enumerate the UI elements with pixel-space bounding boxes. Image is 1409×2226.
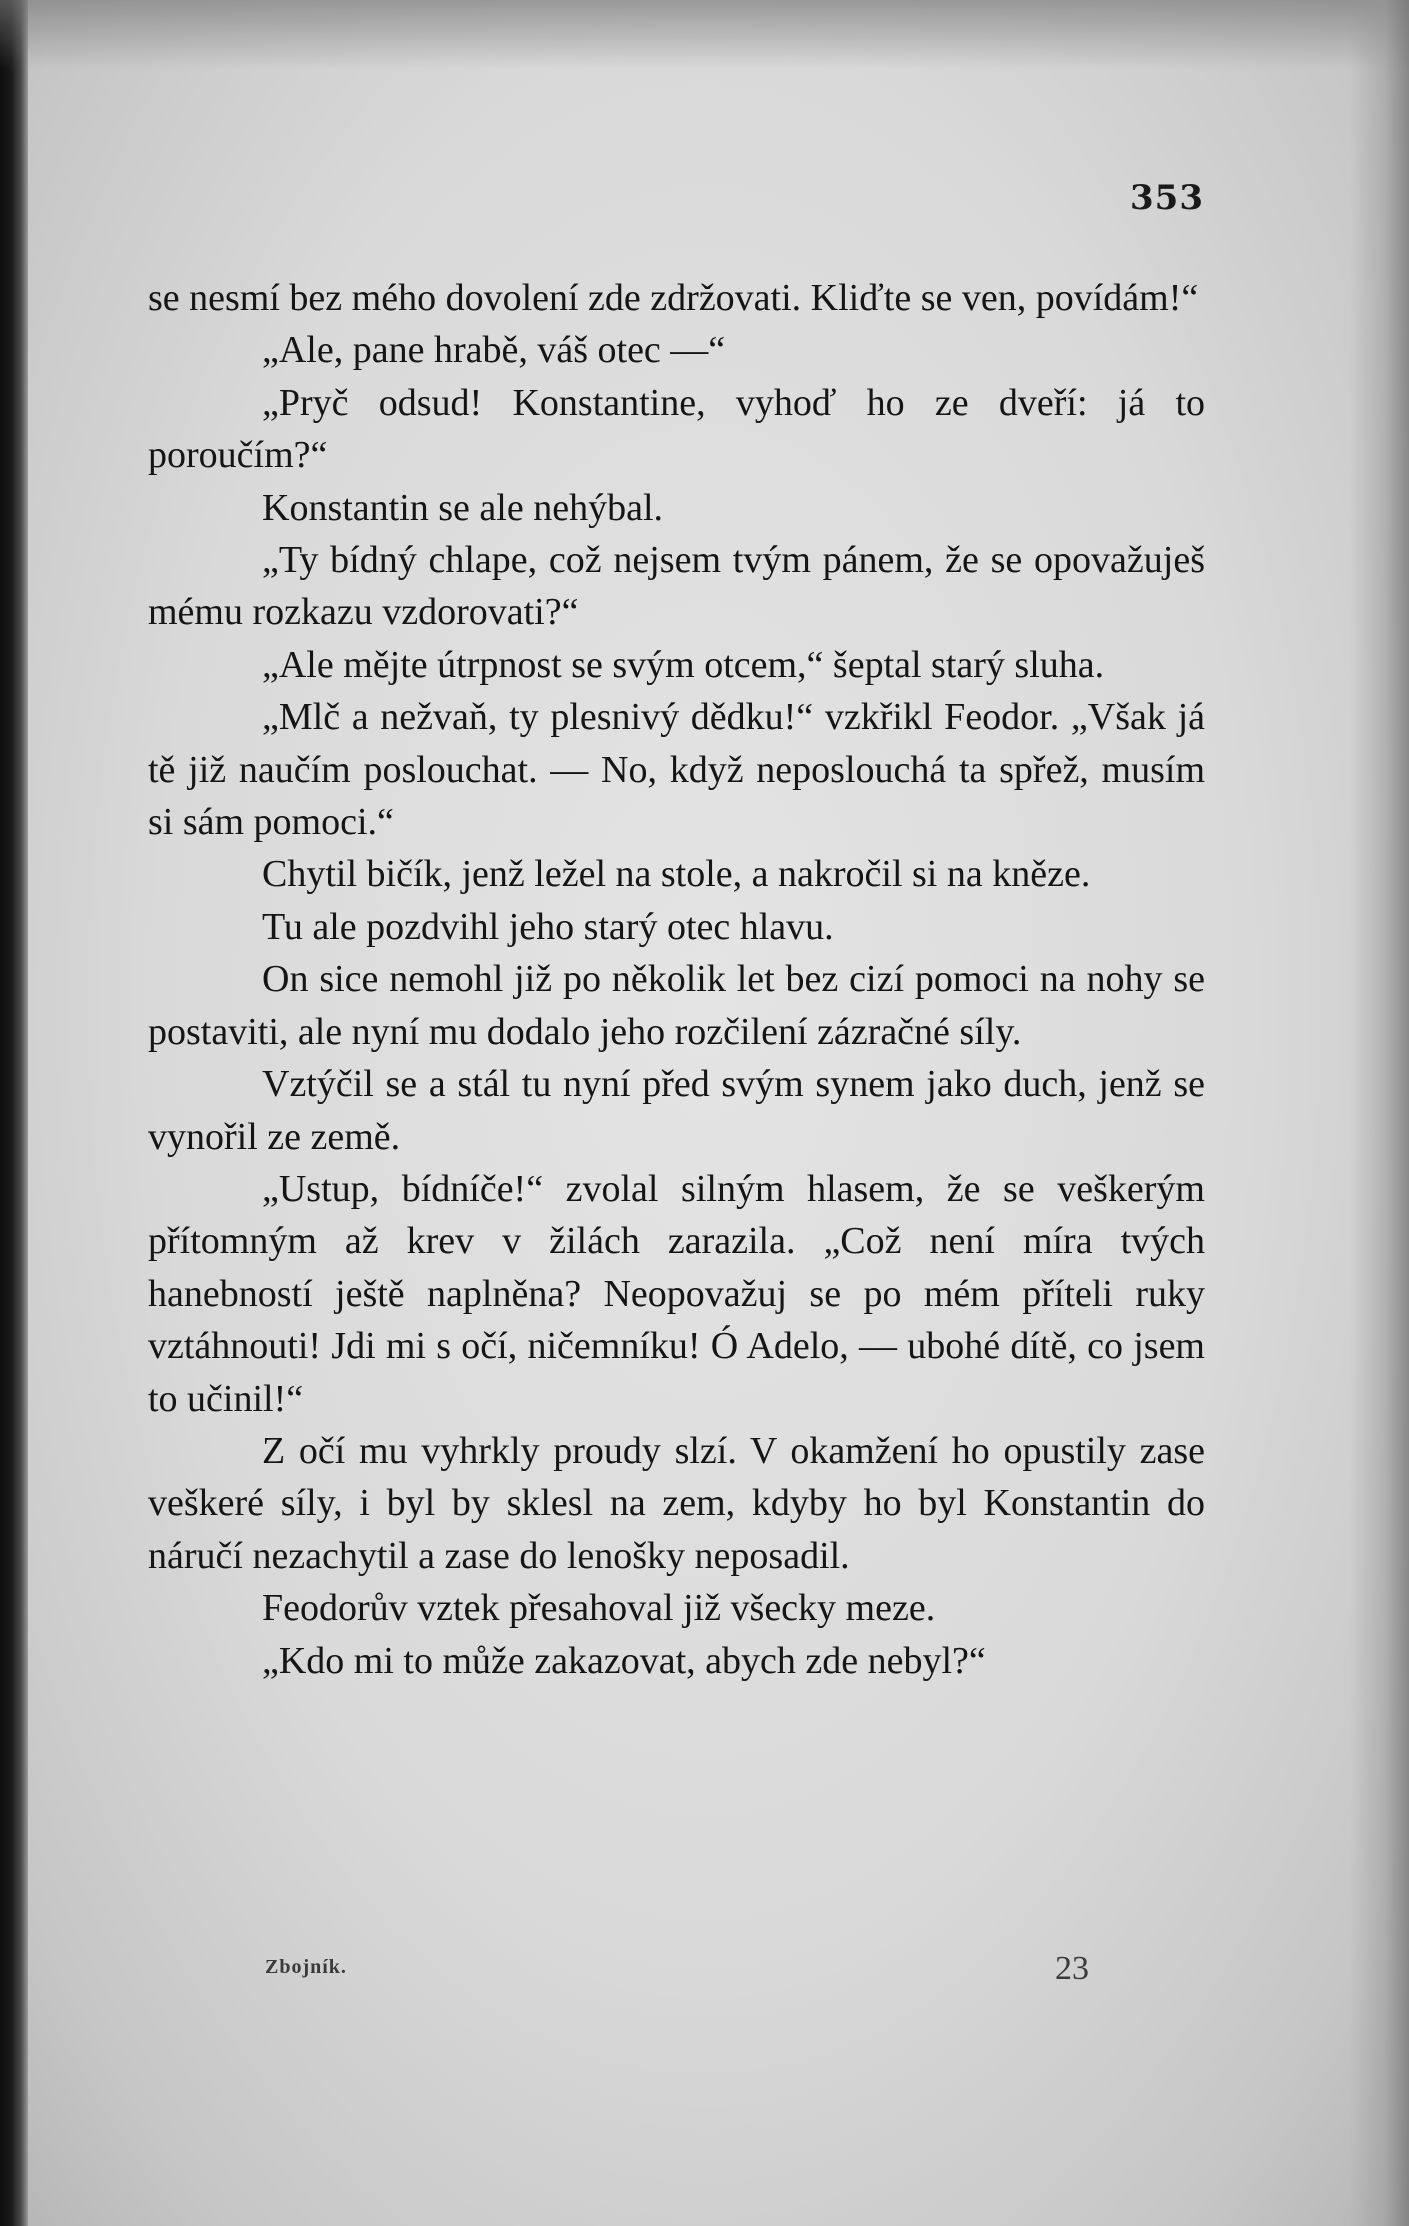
page-number: 353 [1130, 178, 1204, 218]
paragraph: „Kdo mi to může zakazovat, abych zde nebyl?“ [262, 1639, 986, 1682]
paragraph: Z očí mu vyhrkly proudy slzí. V okamžení ho opustily zase veškeré síly, i byl by sklesl na zem, kdyby ho byl Konstantin do náručí nezachytil a zase do lenošky neposadil. [148, 1429, 1205, 1577]
page-top-shadow [0, 0, 1409, 70]
page-binding-shadow [0, 0, 28, 2226]
paragraph: Vztýčil se a stál tu nyní před svým synem jako duch, jenž se vynořil ze země. [148, 1063, 1205, 1158]
paragraph: Feodorův vztek přesahoval již všecky meze. [262, 1587, 936, 1630]
paragraph: „Ty bídný chlape, což nejsem tvým pánem, že se opovažuješ mému rozkazu vzdorovati?“ [148, 539, 1205, 634]
paragraph: „Ale mějte útrpnost se svým otcem,“ šeptal starý sluha. [262, 643, 1105, 686]
paragraph: Konstantin se ale nehýbal. [262, 486, 664, 529]
paragraph: „Ale, pane hrabě, váš otec —“ [262, 329, 726, 372]
paragraph: se nesmí bez mého dovolení zde zdržovati. Kliďte se ven, povídám!“ [148, 277, 1199, 319]
body-text [148, 272, 1205, 1687]
page-right-shadow [1349, 0, 1409, 2226]
signature-line: Zbojník. [265, 1956, 347, 1978]
paragraph: Chytil bičík, jenž ležel na stole, a nakročil si na kněze. [262, 853, 1091, 896]
signature-mark: 23 [1055, 1950, 1089, 1987]
paragraph: Tu ale pozdvihl jeho starý otec hlavu. [262, 905, 834, 948]
paragraph: „Ustup, bídníče!“ zvolal silným hlasem, že se veškerým přítomným až krev v žilách zarazila. „Což není míra tvých hanebností ještě naplněna? Neopovažuj se po mém příteli ruky vztáhnouti! Jdi mi s očí, ničemníku! Ó Adelo, — ubohé dítě, co jsem to učinil!“ [148, 1167, 1205, 1420]
paragraph: On sice nemohl již po několik let bez cizí pomoci na nohy se postaviti, ale nyní mu dodalo jeho rozčilení zázračné síly. [148, 958, 1205, 1053]
paragraph: „Mlč a nežvaň, ty plesnivý dědku!“ vzkřikl Feodor. „Však já tě již naučím poslouchat. — No, když neposlouchá ta spřež, musím si sám pomoci.“ [148, 696, 1205, 844]
paragraph: „Pryč odsud! Konstantine, vyhoď ho ze dveří: já to poroučím?“ [148, 381, 1205, 477]
